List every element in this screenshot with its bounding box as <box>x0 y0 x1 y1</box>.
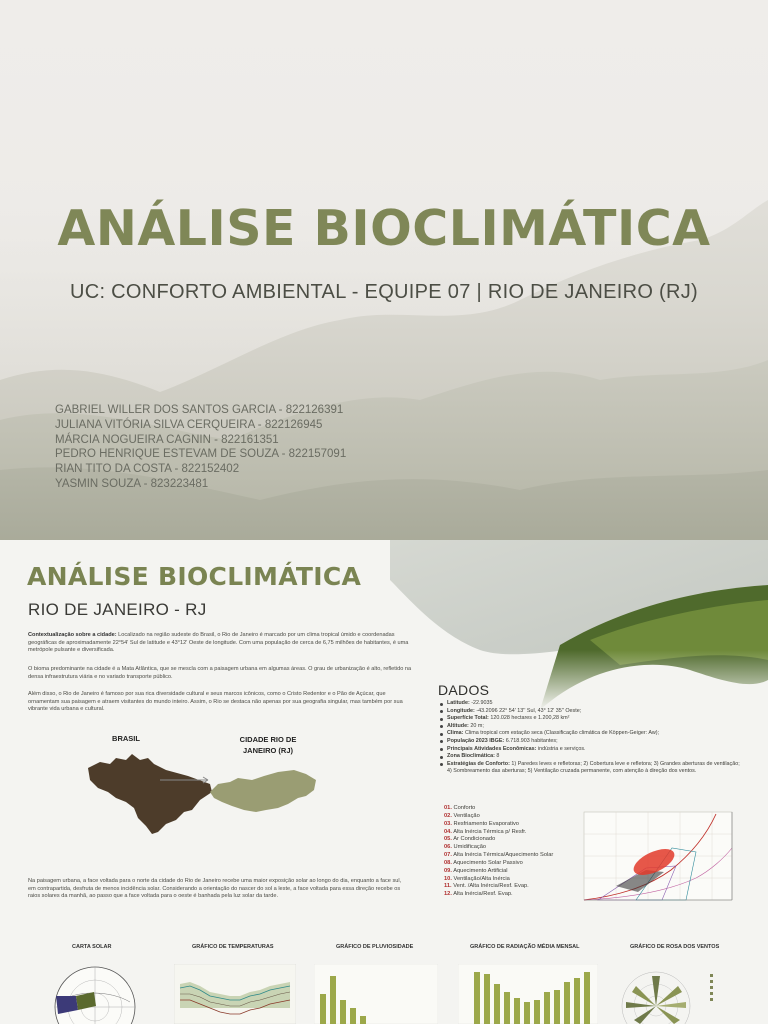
dados-item: Zona Bioclimática: 8 <box>440 753 740 761</box>
zone-item: 09. Aquecimento Artificial <box>444 867 508 874</box>
biome-paragraph: O bioma predominante na cidade é a Mata Atlântica, que se mescla com a paisagem urbana em algumas áreas. O grau de urbanização é alto, refletido na densa infraestrutura viária e no variado transporte público. <box>28 666 412 680</box>
dados-item: Principais Atividades Econômicas: indústria e serviços. <box>440 746 740 754</box>
temperature-chart <box>174 964 296 1024</box>
zone-item: 11. Vent. /Alta Inércia/Resf. Evap. <box>444 883 529 890</box>
arrow-icon <box>158 770 214 790</box>
zone-item: 05. Ar Condicionado <box>444 836 496 843</box>
brasil-map-label: BRASIL <box>112 734 140 743</box>
team-member: JULIANA VITÓRIA SILVA CERQUEIRA - 822126945 <box>55 418 323 431</box>
dados-item: Latitude: -22.9035 <box>440 700 740 708</box>
analysis-title: ANÁLISE BIOCLIMÁTICA <box>27 562 362 591</box>
team-members-list <box>55 403 346 492</box>
team-member: GABRIEL WILLER DOS SANTOS GARCIA - 822126391 <box>55 404 344 416</box>
rio-city-map <box>208 766 320 818</box>
zone-item: 03. Resfriamento Evaporativo <box>444 820 519 827</box>
cover-subtitle: UC: CONFORTO AMBIENTAL - EQUIPE 07 | RIO DE JANEIRO (RJ) <box>69 281 698 303</box>
dados-item: Superfície Total: 120.028 hectares e 1.200,28 km² <box>440 715 740 723</box>
wind-rose-chart <box>612 962 742 1024</box>
psychrometric-chart <box>576 808 740 912</box>
radiation-chart-title: GRÁFICO DE RADIAÇÃO MÉDIA MENSAL <box>470 944 580 950</box>
team-member: MÁRCIA NOGUEIRA CAGNIN - 822161351 <box>55 433 279 446</box>
zone-item: 06. Umidificação <box>444 844 487 851</box>
zone-item: 08. Aquecimento Solar Passivo <box>444 859 523 866</box>
solar-chart <box>50 962 140 1024</box>
rain-chart-title: GRÁFICO DE PLUVIOSIDADE <box>336 944 414 950</box>
bioclimatic-zones-list <box>444 805 553 899</box>
analysis-slide <box>0 540 768 1024</box>
solar-paragraph: Na paisagem urbana, a face voltada para o norte da cidade do Rio de Janeiro recebe uma maior exposição solar ao longo do dia, enquanto a face sul, em contrapartida, desfruta de menos incidência solar. Considerando a orientação do nascer do sol a leste, a face voltada para essa direção recebe os raios solares da manhã, ao passo que a face voltada para o oeste é banhada pela luz solar da tarde. <box>28 878 402 900</box>
zone-item: 10. Ventilação/Alta Inércia <box>444 875 510 882</box>
dados-item: Longitude: -43.2096 22° 54' 13'' Sul, 43° 12' 35'' Oeste; <box>440 708 740 716</box>
zone-item: 04. Alta Inércia Térmica p/ Resfr. <box>444 828 527 835</box>
dados-list <box>440 700 740 776</box>
cover-title: ANÁLISE BIOCLIMÁTICA <box>57 200 711 257</box>
dados-item: População 2023 IBGE: 6.718.903 habitantes; <box>440 738 740 746</box>
temperature-chart-title: GRÁFICO DE TEMPERATURAS <box>192 944 274 950</box>
zone-item: 02. Ventilação <box>444 812 480 819</box>
radiation-chart <box>458 964 598 1024</box>
context-label: Contextualização sobre a cidade: <box>28 632 117 638</box>
dados-title: DADOS <box>438 682 490 698</box>
city-map-label: CIDADE RIO DE JANEIRO (RJ) <box>239 735 297 755</box>
zone-item: 12. Alta Inércia/Resf. Evap. <box>444 891 513 898</box>
team-member: PEDRO HENRIQUE ESTEVAM DE SOUZA - 822157091 <box>55 448 347 461</box>
brasil-map <box>80 748 220 838</box>
dados-item: Estratégias de Conforto: 1) Paredes leves e refletoras; 2) Cobertura leve e refletora; 3) Grandes aberturas de ventilação; 4) Sombreamento das aberturas; 5) Ventilação cruzada permanente, com atenção à direção dos ventos. <box>440 761 740 776</box>
dados-item: Clima: Clima tropical com estação seca (Classificação climática de Köppen-Geiger: Aw); <box>440 730 740 738</box>
context-text: Localizado na região sudeste do Brasil, o Rio de Janeiro é marcado por um clima tropical úmido e coordenadas geográficas de aproximadamente 22°54' Sul de latitude e 43°12' Oeste de longitude. Com uma população de cerca de 6,75 milhões de habitantes, é uma metrópole pulsante e diversificada. <box>28 632 409 654</box>
team-member: RIAN TITO DA COSTA - 822152402 <box>55 463 240 476</box>
team-member: YASMIN SOUZA - 823223481 <box>55 477 209 490</box>
culture-paragraph: Além disso, o Rio de Janeiro é famoso por sua rica diversidade cultural e seus marcos icônicos, como o Cristo Redentor e o Pão de Açúcar, que ornamentam sua paisagem e atraem visitantes do mundo inteiro. Assim, o Rio se destaca não apenas por sua geografia singular, mas também por sua vibrante vida urbana e cultural. <box>28 691 403 713</box>
zone-item: 01. Conforto <box>444 805 476 811</box>
analysis-subtitle: RIO DE JANEIRO - RJ <box>28 600 207 619</box>
context-paragraph <box>28 632 413 655</box>
dados-item: Altitude: 20 m; <box>440 723 740 731</box>
wind-chart-title: GRÁFICO DE ROSA DOS VENTOS <box>630 944 720 950</box>
rain-chart <box>314 964 438 1024</box>
zone-item: 07. Alta Inércia Térmica/Aquecimento Solar <box>444 852 554 859</box>
solar-chart-title: CARTA SOLAR <box>72 944 112 950</box>
